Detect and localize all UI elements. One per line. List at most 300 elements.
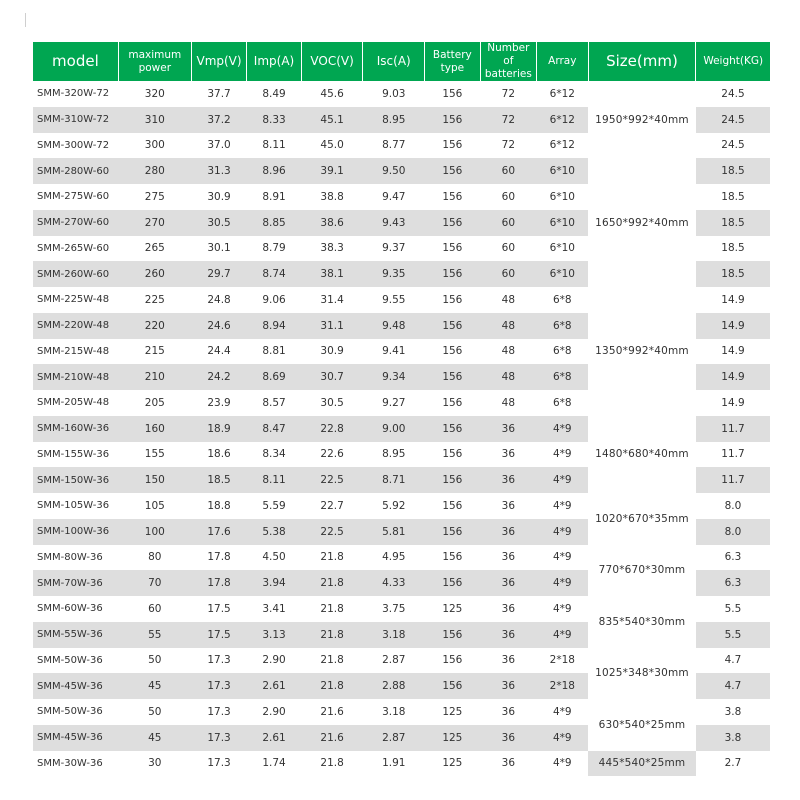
- cell-power: 220: [118, 313, 191, 339]
- cell-battery: 156: [442, 448, 463, 461]
- cell-battery: 156: [442, 499, 463, 512]
- cell-weight: 11.7: [696, 467, 770, 493]
- cell-imp: 3.94: [247, 570, 301, 596]
- cell-isc: 9.27: [382, 396, 406, 409]
- cell-size: 1950*992*40mm: [588, 81, 696, 158]
- cell-size: 770*670*30mm: [588, 545, 696, 597]
- cell-imp: 8.47: [247, 416, 301, 442]
- cell-imp: 8.91: [262, 190, 286, 203]
- cell-size: 835*540*30mm: [588, 596, 696, 648]
- cell-weight: 14.9: [696, 313, 770, 339]
- cell-voc: 45.6: [320, 87, 344, 100]
- cell-vmp: 24.8: [207, 293, 231, 306]
- cell-voc: 21.8: [301, 673, 363, 699]
- cell-imp: 4.50: [262, 551, 286, 564]
- cell-isc: 8.71: [363, 467, 425, 493]
- cell-isc: 1.91: [382, 757, 406, 770]
- cell-array: 6*8: [553, 396, 572, 409]
- header-battery-type: Battery type: [425, 42, 481, 81]
- cell-array: 4*9: [537, 622, 588, 648]
- header-weight: Weight(KG): [696, 42, 770, 81]
- cell-array: 6*10: [537, 261, 588, 287]
- cell-model: SMM-30W-36: [37, 757, 103, 769]
- cell-model: SMM-150W-36: [33, 467, 118, 493]
- solar-panel-spec-table: [33, 42, 770, 776]
- cell-size: 1025*348*30mm: [588, 648, 696, 700]
- cell-size: 1650*992*40mm: [588, 158, 696, 287]
- cell-battery: 156: [442, 293, 463, 306]
- cell-voc: 22.5: [301, 467, 363, 493]
- cell-power: 310: [118, 107, 191, 133]
- cell-isc: 9.50: [363, 158, 425, 184]
- cell-voc: 22.7: [320, 499, 344, 512]
- cell-weight: 14.9: [696, 364, 770, 390]
- cell-array: 4*9: [537, 467, 588, 493]
- cell-vmp: 30.9: [207, 190, 231, 203]
- cell-count: 48: [480, 313, 537, 339]
- cell-isc: 4.95: [382, 551, 406, 564]
- cell-power: 320: [144, 87, 165, 100]
- cell-isc: 3.18: [363, 622, 425, 648]
- cell-power: 225: [144, 293, 165, 306]
- cell-imp: 1.74: [262, 757, 286, 770]
- cell-count: 48: [501, 293, 516, 306]
- header-isc: Isc(A): [363, 42, 425, 81]
- cell-power: 70: [118, 570, 191, 596]
- cell-size: 445*540*25mm: [588, 751, 696, 777]
- cell-isc: 5.92: [382, 499, 406, 512]
- cell-model: SMM-275W-60: [37, 191, 110, 203]
- cell-power: 210: [118, 364, 191, 390]
- cell-count: 60: [480, 261, 537, 287]
- cell-array: 6*8: [537, 313, 588, 339]
- cell-vmp: 18.5: [191, 467, 247, 493]
- cell-weight: 24.5: [696, 107, 770, 133]
- cell-array: 4*9: [537, 570, 588, 596]
- cell-battery: 156: [425, 622, 481, 648]
- cell-imp: 8.11: [247, 467, 301, 493]
- cell-battery: 156: [425, 570, 481, 596]
- cell-vmp: 17.3: [207, 705, 231, 718]
- cell-weight: 3.8: [724, 705, 742, 718]
- header-number-of-batteries: Number of batteries: [480, 42, 537, 81]
- cell-power: 150: [118, 467, 191, 493]
- cell-count: 48: [501, 396, 516, 409]
- cell-model: SMM-320W-72: [37, 88, 110, 100]
- cell-battery: 156: [425, 261, 481, 287]
- cell-battery: 156: [425, 107, 481, 133]
- cell-power: 205: [144, 396, 165, 409]
- cell-vmp: 18.8: [207, 499, 231, 512]
- cell-count: 36: [480, 416, 537, 442]
- cell-weight: 18.5: [721, 242, 745, 255]
- cell-imp: 2.61: [247, 725, 301, 751]
- cell-battery: 156: [425, 364, 481, 390]
- cell-weight: 11.7: [696, 416, 770, 442]
- cell-power: 80: [148, 551, 162, 564]
- cell-weight: 11.7: [721, 448, 745, 461]
- cell-voc: 21.6: [320, 705, 344, 718]
- cell-power: 30: [148, 757, 162, 770]
- cell-power: 60: [148, 602, 162, 615]
- cell-battery: 156: [442, 396, 463, 409]
- cell-model: SMM-155W-36: [37, 448, 110, 460]
- cell-voc: 38.1: [301, 261, 363, 287]
- cell-count: 36: [501, 448, 516, 461]
- cell-model: SMM-50W-36: [37, 706, 103, 718]
- cell-count: 36: [501, 654, 516, 667]
- cell-isc: 8.77: [382, 139, 406, 152]
- cell-vmp: 17.3: [207, 757, 231, 770]
- cell-battery: 125: [442, 757, 463, 770]
- cell-imp: 8.49: [262, 87, 286, 100]
- cell-power: 270: [118, 210, 191, 236]
- cell-model: SMM-270W-60: [33, 210, 118, 236]
- cell-array: 4*9: [537, 416, 588, 442]
- cell-weight: 2.7: [724, 757, 742, 770]
- cell-battery: 156: [425, 158, 481, 184]
- table-row: [33, 416, 770, 442]
- cell-battery: 156: [425, 416, 481, 442]
- cell-voc: 30.7: [301, 364, 363, 390]
- cell-model: SMM-260W-60: [33, 261, 118, 287]
- cell-size: 1350*992*40mm: [588, 287, 696, 416]
- top-left-tick-mark: [25, 13, 26, 27]
- cell-array: 6*10: [537, 158, 588, 184]
- cell-weight: 4.7: [724, 654, 742, 667]
- cell-isc: 9.03: [382, 87, 406, 100]
- cell-power: 265: [144, 242, 165, 255]
- cell-imp: 8.11: [262, 139, 286, 152]
- cell-voc: 21.8: [301, 570, 363, 596]
- spec-table-body: [33, 81, 770, 776]
- cell-array: 6*12: [549, 87, 575, 100]
- cell-model: SMM-210W-48: [33, 364, 118, 390]
- cell-model: SMM-100W-36: [33, 519, 118, 545]
- cell-battery: 156: [442, 139, 463, 152]
- cell-battery: 156: [425, 313, 481, 339]
- cell-voc: 38.6: [301, 210, 363, 236]
- cell-power: 45: [118, 673, 191, 699]
- table-row: [33, 158, 770, 184]
- cell-power: 55: [118, 622, 191, 648]
- header-maximum-power: maximum power: [118, 42, 191, 81]
- cell-count: 36: [480, 622, 537, 648]
- cell-count: 36: [480, 467, 537, 493]
- cell-battery: 156: [442, 190, 463, 203]
- cell-count: 48: [501, 345, 516, 358]
- cell-vmp: 30.1: [207, 242, 231, 255]
- cell-weight: 24.5: [721, 87, 745, 100]
- cell-vmp: 17.3: [207, 654, 231, 667]
- cell-battery: 125: [442, 705, 463, 718]
- table-row: [33, 545, 770, 571]
- cell-array: 6*8: [553, 345, 572, 358]
- cell-voc: 21.8: [301, 622, 363, 648]
- cell-count: 36: [501, 757, 516, 770]
- cell-imp: 9.06: [262, 293, 286, 306]
- table-row: [33, 596, 770, 622]
- cell-model: SMM-225W-48: [37, 294, 110, 306]
- cell-array: 2*18: [537, 673, 588, 699]
- cell-weight: 14.9: [721, 345, 745, 358]
- cell-battery: 156: [442, 242, 463, 255]
- cell-count: 60: [501, 190, 516, 203]
- cell-count: 36: [480, 570, 537, 596]
- header-imp: Imp(A): [247, 42, 301, 81]
- cell-imp: 3.13: [247, 622, 301, 648]
- cell-isc: 9.48: [363, 313, 425, 339]
- cell-weight: 18.5: [721, 190, 745, 203]
- cell-voc: 21.8: [320, 757, 344, 770]
- cell-vmp: 24.4: [207, 345, 231, 358]
- cell-power: 105: [144, 499, 165, 512]
- cell-count: 36: [501, 551, 516, 564]
- cell-model: SMM-45W-36: [33, 673, 118, 699]
- cell-model: SMM-45W-36: [33, 725, 118, 751]
- cell-power: 300: [144, 139, 165, 152]
- cell-model: SMM-280W-60: [33, 158, 118, 184]
- cell-power: 50: [148, 654, 162, 667]
- cell-battery: 125: [425, 725, 481, 751]
- cell-isc: 2.87: [382, 654, 406, 667]
- cell-model: SMM-70W-36: [33, 570, 118, 596]
- cell-weight: 5.5: [696, 622, 770, 648]
- cell-model: SMM-265W-60: [37, 242, 110, 254]
- cell-voc: 31.4: [320, 293, 344, 306]
- cell-voc: 21.8: [320, 602, 344, 615]
- cell-imp: 8.94: [247, 313, 301, 339]
- cell-isc: 9.37: [382, 242, 406, 255]
- cell-weight: 14.9: [721, 396, 745, 409]
- cell-isc: 9.43: [363, 210, 425, 236]
- cell-array: 4*9: [537, 519, 588, 545]
- cell-weight: 6.3: [696, 570, 770, 596]
- cell-vmp: 37.2: [191, 107, 247, 133]
- cell-imp: 8.69: [247, 364, 301, 390]
- cell-imp: 8.79: [262, 242, 286, 255]
- cell-model: SMM-80W-36: [37, 551, 103, 563]
- cell-isc: 9.34: [363, 364, 425, 390]
- cell-model: SMM-205W-48: [37, 397, 110, 409]
- cell-vmp: 29.7: [191, 261, 247, 287]
- cell-imp: 8.74: [247, 261, 301, 287]
- cell-array: 4*9: [553, 499, 572, 512]
- cell-array: 6*12: [537, 107, 588, 133]
- cell-weight: 8.0: [696, 519, 770, 545]
- cell-isc: 9.00: [363, 416, 425, 442]
- cell-voc: 21.8: [320, 654, 344, 667]
- cell-voc: 21.6: [301, 725, 363, 751]
- cell-battery: 156: [442, 551, 463, 564]
- cell-battery: 156: [425, 210, 481, 236]
- cell-imp: 8.57: [262, 396, 286, 409]
- header-size: Size(mm): [588, 42, 696, 81]
- cell-isc: 8.95: [363, 107, 425, 133]
- cell-power: 280: [118, 158, 191, 184]
- cell-imp: 8.34: [262, 448, 286, 461]
- cell-weight: 5.5: [724, 602, 742, 615]
- cell-isc: 9.35: [363, 261, 425, 287]
- cell-power: 160: [118, 416, 191, 442]
- cell-imp: 2.61: [247, 673, 301, 699]
- cell-imp: 8.85: [247, 210, 301, 236]
- cell-imp: 5.38: [247, 519, 301, 545]
- header-row: [33, 42, 770, 81]
- cell-weight: 18.5: [696, 261, 770, 287]
- cell-battery: 156: [442, 345, 463, 358]
- cell-array: 6*12: [549, 139, 575, 152]
- cell-power: 275: [144, 190, 165, 203]
- cell-array: 4*9: [553, 602, 572, 615]
- table-row: [33, 648, 770, 674]
- cell-imp: 8.33: [247, 107, 301, 133]
- cell-voc: 22.5: [301, 519, 363, 545]
- cell-count: 36: [501, 499, 516, 512]
- cell-battery: 156: [442, 87, 463, 100]
- cell-array: 2*18: [549, 654, 575, 667]
- cell-size: 630*540*25mm: [588, 699, 696, 751]
- cell-weight: 24.5: [721, 139, 745, 152]
- cell-array: 4*9: [537, 725, 588, 751]
- cell-array: 6*10: [549, 242, 575, 255]
- cell-size: 1020*670*35mm: [588, 493, 696, 545]
- cell-model: SMM-310W-72: [33, 107, 118, 133]
- cell-power: 155: [144, 448, 165, 461]
- cell-battery: 125: [442, 602, 463, 615]
- cell-array: 6*8: [553, 293, 572, 306]
- cell-array: 4*9: [553, 705, 572, 718]
- cell-isc: 9.41: [382, 345, 406, 358]
- cell-isc: 2.88: [363, 673, 425, 699]
- cell-vmp: 23.9: [207, 396, 231, 409]
- header-array: Array: [537, 42, 588, 81]
- cell-weight: 4.7: [696, 673, 770, 699]
- cell-voc: 39.1: [301, 158, 363, 184]
- cell-model: SMM-300W-72: [37, 139, 110, 151]
- cell-vmp: 17.8: [207, 551, 231, 564]
- cell-weight: 8.0: [724, 499, 742, 512]
- cell-isc: 9.55: [382, 293, 406, 306]
- cell-voc: 38.3: [320, 242, 344, 255]
- header-voc: VOC(V): [301, 42, 363, 81]
- cell-imp: 5.59: [262, 499, 286, 512]
- cell-vmp: 24.2: [191, 364, 247, 390]
- cell-model: SMM-55W-36: [33, 622, 118, 648]
- cell-model: SMM-105W-36: [37, 500, 110, 512]
- cell-voc: 30.9: [320, 345, 344, 358]
- cell-imp: 2.90: [262, 654, 286, 667]
- cell-size: 1480*680*40mm: [588, 416, 696, 493]
- cell-isc: 3.75: [382, 602, 406, 615]
- cell-vmp: 18.9: [191, 416, 247, 442]
- header-vmp: Vmp(V): [191, 42, 247, 81]
- cell-array: 6*10: [537, 210, 588, 236]
- cell-model: SMM-160W-36: [33, 416, 118, 442]
- cell-array: 4*9: [553, 551, 572, 564]
- cell-vmp: 37.7: [207, 87, 231, 100]
- cell-vmp: 17.5: [207, 602, 231, 615]
- cell-count: 36: [501, 602, 516, 615]
- cell-vmp: 31.3: [191, 158, 247, 184]
- cell-battery: 156: [425, 467, 481, 493]
- cell-vmp: 17.8: [191, 570, 247, 596]
- cell-count: 60: [480, 210, 537, 236]
- cell-count: 36: [480, 725, 537, 751]
- cell-count: 72: [501, 87, 516, 100]
- cell-power: 100: [118, 519, 191, 545]
- table-row: [33, 751, 770, 777]
- cell-count: 36: [501, 705, 516, 718]
- cell-array: 6*8: [537, 364, 588, 390]
- cell-voc: 21.8: [320, 551, 344, 564]
- cell-array: 4*9: [553, 448, 572, 461]
- cell-isc: 2.87: [363, 725, 425, 751]
- cell-power: 45: [118, 725, 191, 751]
- cell-vmp: 18.6: [207, 448, 231, 461]
- cell-battery: 156: [425, 519, 481, 545]
- cell-array: 6*10: [549, 190, 575, 203]
- cell-voc: 31.1: [301, 313, 363, 339]
- cell-voc: 22.6: [320, 448, 344, 461]
- cell-weight: 18.5: [696, 158, 770, 184]
- cell-weight: 14.9: [721, 293, 745, 306]
- cell-isc: 5.81: [363, 519, 425, 545]
- table-row: [33, 493, 770, 519]
- cell-weight: 3.8: [696, 725, 770, 751]
- cell-model: SMM-220W-48: [33, 313, 118, 339]
- table-row: [33, 81, 770, 107]
- cell-vmp: 24.6: [191, 313, 247, 339]
- cell-imp: 8.96: [247, 158, 301, 184]
- cell-isc: 3.18: [382, 705, 406, 718]
- cell-count: 60: [480, 158, 537, 184]
- cell-model: SMM-60W-36: [37, 603, 103, 615]
- cell-battery: 156: [425, 673, 481, 699]
- cell-count: 60: [501, 242, 516, 255]
- cell-count: 48: [480, 364, 537, 390]
- cell-voc: 45.0: [320, 139, 344, 152]
- cell-vmp: 17.5: [191, 622, 247, 648]
- cell-voc: 45.1: [301, 107, 363, 133]
- cell-count: 72: [480, 107, 537, 133]
- cell-battery: 156: [442, 654, 463, 667]
- cell-power: 260: [118, 261, 191, 287]
- cell-count: 36: [480, 673, 537, 699]
- cell-vmp: 30.5: [191, 210, 247, 236]
- cell-voc: 38.8: [320, 190, 344, 203]
- cell-imp: 2.90: [262, 705, 286, 718]
- cell-power: 215: [144, 345, 165, 358]
- cell-isc: 9.47: [382, 190, 406, 203]
- header-model: model: [33, 42, 118, 81]
- cell-vmp: 17.3: [191, 725, 247, 751]
- cell-weight: 6.3: [724, 551, 742, 564]
- cell-voc: 30.5: [320, 396, 344, 409]
- table-row: [33, 287, 770, 313]
- cell-power: 50: [148, 705, 162, 718]
- cell-vmp: 17.3: [191, 673, 247, 699]
- cell-vmp: 37.0: [207, 139, 231, 152]
- cell-imp: 8.81: [262, 345, 286, 358]
- cell-array: 4*9: [553, 757, 572, 770]
- cell-count: 72: [501, 139, 516, 152]
- cell-voc: 22.8: [301, 416, 363, 442]
- cell-vmp: 17.6: [191, 519, 247, 545]
- cell-imp: 3.41: [262, 602, 286, 615]
- table-row: [33, 699, 770, 725]
- cell-weight: 18.5: [696, 210, 770, 236]
